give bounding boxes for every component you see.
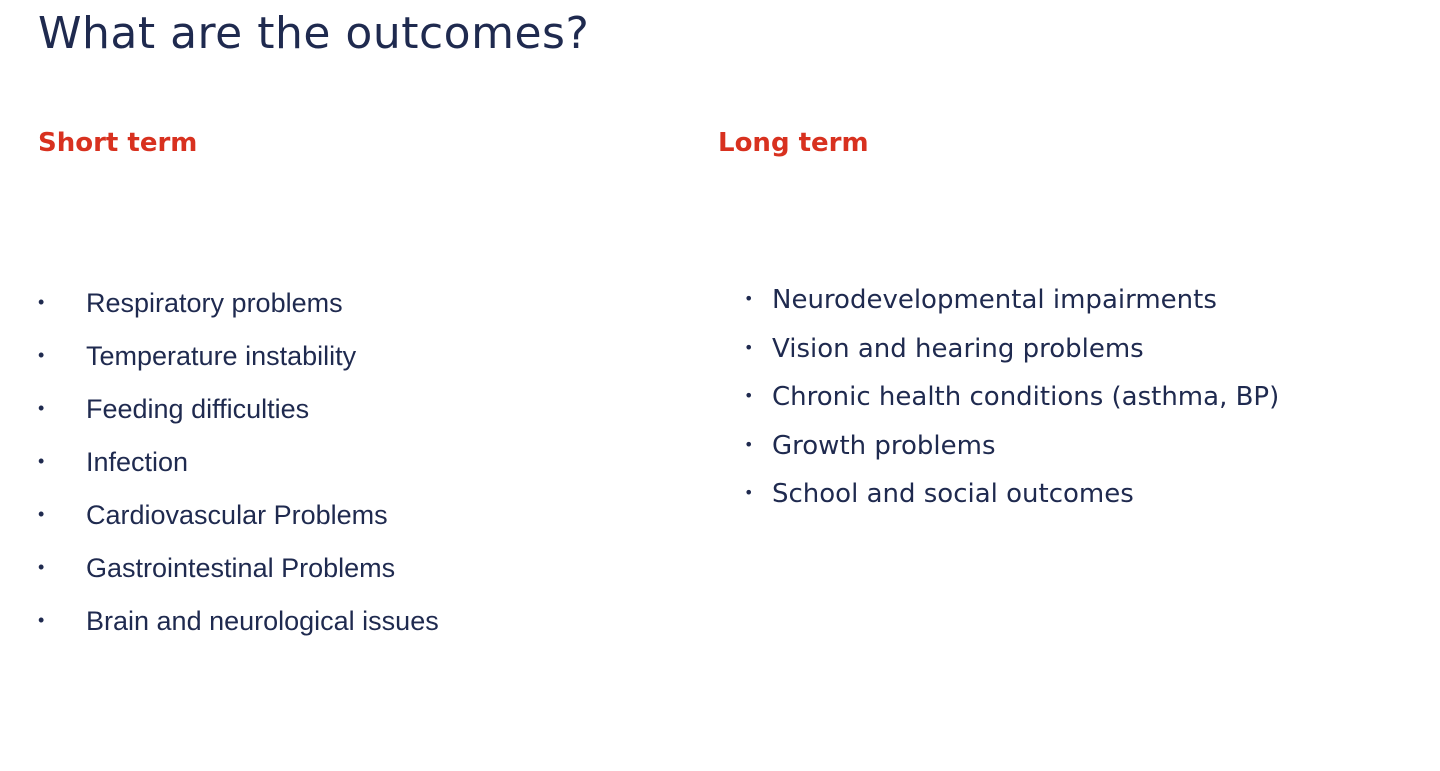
list-item-text: Vision and hearing problems xyxy=(772,333,1144,364)
slide-title: What are the outcomes? xyxy=(38,8,590,59)
list-item-text: Brain and neurological issues xyxy=(86,606,439,636)
short-term-heading: Short term xyxy=(38,128,198,158)
list-item-text: Temperature instability xyxy=(86,341,357,371)
bullet-dot-icon: • xyxy=(38,451,45,471)
list-item-text: Feeding difficulties xyxy=(86,394,310,424)
bullet-dot-icon: • xyxy=(38,610,45,630)
bullet-dot-icon: • xyxy=(744,289,754,308)
list-item-text: Chronic health conditions (asthma, BP) xyxy=(772,382,1280,412)
bullet-dot-icon: • xyxy=(744,386,754,405)
bullet-dot-icon: • xyxy=(744,483,754,502)
list-item-text: Cardiovascular Problems xyxy=(86,500,388,530)
list-item-text: Growth problems xyxy=(772,430,996,461)
list-item-text: Gastrointestinal Problems xyxy=(86,553,396,583)
list-item-text: Neurodevelopmental impairments xyxy=(772,285,1217,315)
bullet-dot-icon: • xyxy=(38,292,45,312)
bullet-dot-icon: • xyxy=(744,337,754,357)
long-term-heading: Long term xyxy=(718,128,869,158)
bullet-dot-icon: • xyxy=(38,398,45,418)
list-item-text: School and social outcomes xyxy=(772,479,1134,509)
bullet-dot-icon: • xyxy=(38,504,45,524)
list-item-text: Respiratory problems xyxy=(86,288,343,318)
list-item-text: Infection xyxy=(86,447,189,477)
bullet-dot-icon: • xyxy=(38,345,45,365)
bullet-dot-icon: • xyxy=(744,434,754,454)
bullet-dot-icon: • xyxy=(38,557,45,577)
